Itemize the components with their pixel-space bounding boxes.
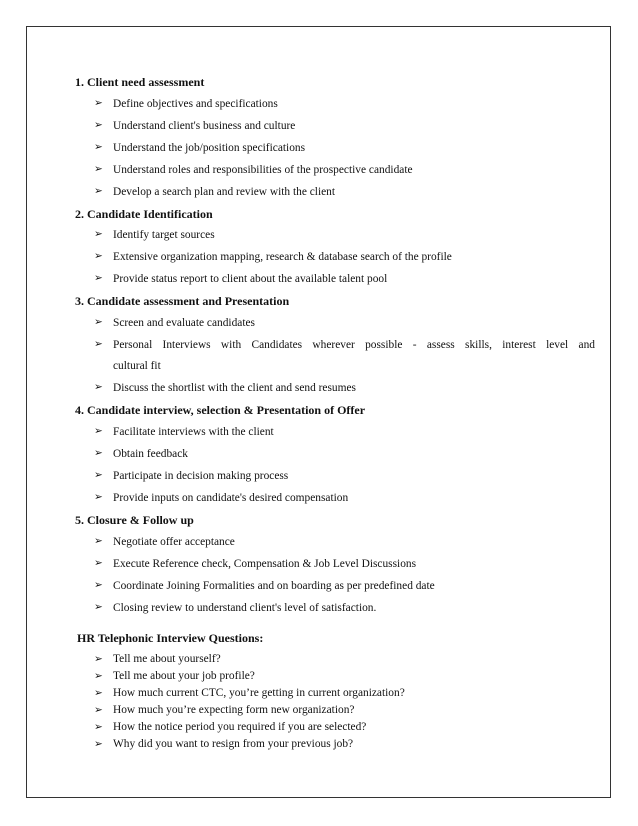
section-candidate-identification [75,206,595,287]
list-item-text: Extensive organization mapping, research & database search of the profile [113,251,452,263]
list-item [75,424,595,440]
list-item [75,249,595,265]
arrow-bullet-icon: ➢ [94,654,103,665]
list-item [75,271,595,287]
arrow-bullet-icon: ➢ [94,722,103,733]
section-heading: 5. Closure & Follow up [75,513,194,527]
section-heading: 3. Candidate assessment and Presentation [75,294,290,308]
arrow-bullet-icon: ➢ [94,536,103,547]
section-candidate-interview [75,402,595,506]
list-item [75,96,595,112]
list-item [75,686,595,701]
section-client-need-assessment [75,74,595,200]
list-item-text: Develop a search plan and review with the client [113,186,336,198]
list-item [75,652,595,667]
list-item-text: Personal Interviews with Candidates wherever possible - assess skills, interest level and [113,339,595,351]
document-page [26,26,611,798]
list-item [75,737,595,752]
arrow-bullet-icon: ➢ [94,602,103,613]
section-heading: 4. Candidate interview, selection & Presentation of Offer [75,403,366,417]
list-item-text: Provide inputs on candidate's desired compensation [113,492,349,504]
arrow-bullet-icon: ➢ [94,580,103,591]
list-item-continuation [75,358,595,374]
list-item-text: Understand client's business and culture [113,120,296,132]
list-item [75,184,595,200]
list-item-text: Facilitate interviews with the client [113,426,274,438]
list-item [75,446,595,462]
document-content [75,74,595,754]
list-item [75,669,595,684]
list-item [75,720,595,735]
list-item [75,315,595,331]
arrow-bullet-icon: ➢ [94,671,103,682]
arrow-bullet-icon: ➢ [94,492,103,503]
list-item [75,140,595,156]
arrow-bullet-icon: ➢ [94,273,103,284]
list-item-text: Execute Reference check, Compensation & Job Level Discussions [113,558,417,570]
arrow-bullet-icon: ➢ [94,142,103,153]
section-hr-questions [75,630,595,752]
list-item-text: Identify target sources [113,229,215,241]
list-item [75,490,595,506]
arrow-bullet-icon: ➢ [94,739,103,750]
arrow-bullet-icon: ➢ [94,382,103,393]
arrow-bullet-icon: ➢ [94,470,103,481]
list-item-text: Tell me about your job profile? [113,670,255,682]
list-item-text: cultural fit [113,360,161,372]
arrow-bullet-icon: ➢ [94,229,103,240]
list-item-text: Discuss the shortlist with the client and send resumes [113,382,356,394]
list-item-text: Provide status report to client about the available talent pool [113,273,388,285]
list-item [75,534,595,550]
list-item-text: How much current CTC, you’re getting in current organization? [113,687,405,699]
list-item [75,227,595,243]
list-item [75,118,595,134]
arrow-bullet-icon: ➢ [94,705,103,716]
list-item-text: How the notice period you required if you are selected? [113,721,367,733]
list-item-text: Tell me about yourself? [113,653,221,665]
list-item [75,703,595,718]
bullet-list [75,96,595,200]
arrow-bullet-icon: ➢ [94,558,103,569]
list-item-text: Screen and evaluate candidates [113,317,255,329]
section-heading: HR Telephonic Interview Questions: [77,631,264,645]
list-item-text: Define objectives and specifications [113,98,278,110]
list-item-text: Negotiate offer acceptance [113,536,235,548]
list-item [75,556,595,572]
list-item-text: Participate in decision making process [113,470,289,482]
bullet-list [75,424,595,506]
section-heading: 2. Candidate Identification [75,207,213,221]
list-item-text: Obtain feedback [113,448,188,460]
arrow-bullet-icon: ➢ [94,688,103,699]
list-item [75,162,595,178]
section-closure-follow-up [75,512,595,616]
list-item [75,578,595,594]
arrow-bullet-icon: ➢ [94,98,103,109]
bullet-list [75,652,595,752]
section-heading: 1. Client need assessment [75,75,205,89]
arrow-bullet-icon: ➢ [94,448,103,459]
list-item-text: Understand roles and responsibilities of the prospective candidate [113,164,413,176]
bullet-list [75,227,595,287]
list-item-text: Coordinate Joining Formalities and on boarding as per predefined date [113,580,435,592]
arrow-bullet-icon: ➢ [94,426,103,437]
bullet-list [75,315,595,396]
arrow-bullet-icon: ➢ [94,186,103,197]
section-candidate-assessment [75,293,595,396]
list-item [75,600,595,616]
bullet-list [75,534,595,616]
list-item [75,468,595,484]
list-item-text: How much you’re expecting form new organization? [113,704,355,716]
arrow-bullet-icon: ➢ [94,317,103,328]
arrow-bullet-icon: ➢ [94,339,103,350]
arrow-bullet-icon: ➢ [94,120,103,131]
list-item-text: Understand the job/position specifications [113,142,306,154]
list-item [75,337,595,353]
list-item-text: Closing review to understand client's level of satisfaction. [113,602,377,614]
arrow-bullet-icon: ➢ [94,164,103,175]
list-item [75,380,595,396]
arrow-bullet-icon: ➢ [94,251,103,262]
list-item-text: Why did you want to resign from your previous job? [113,738,354,750]
